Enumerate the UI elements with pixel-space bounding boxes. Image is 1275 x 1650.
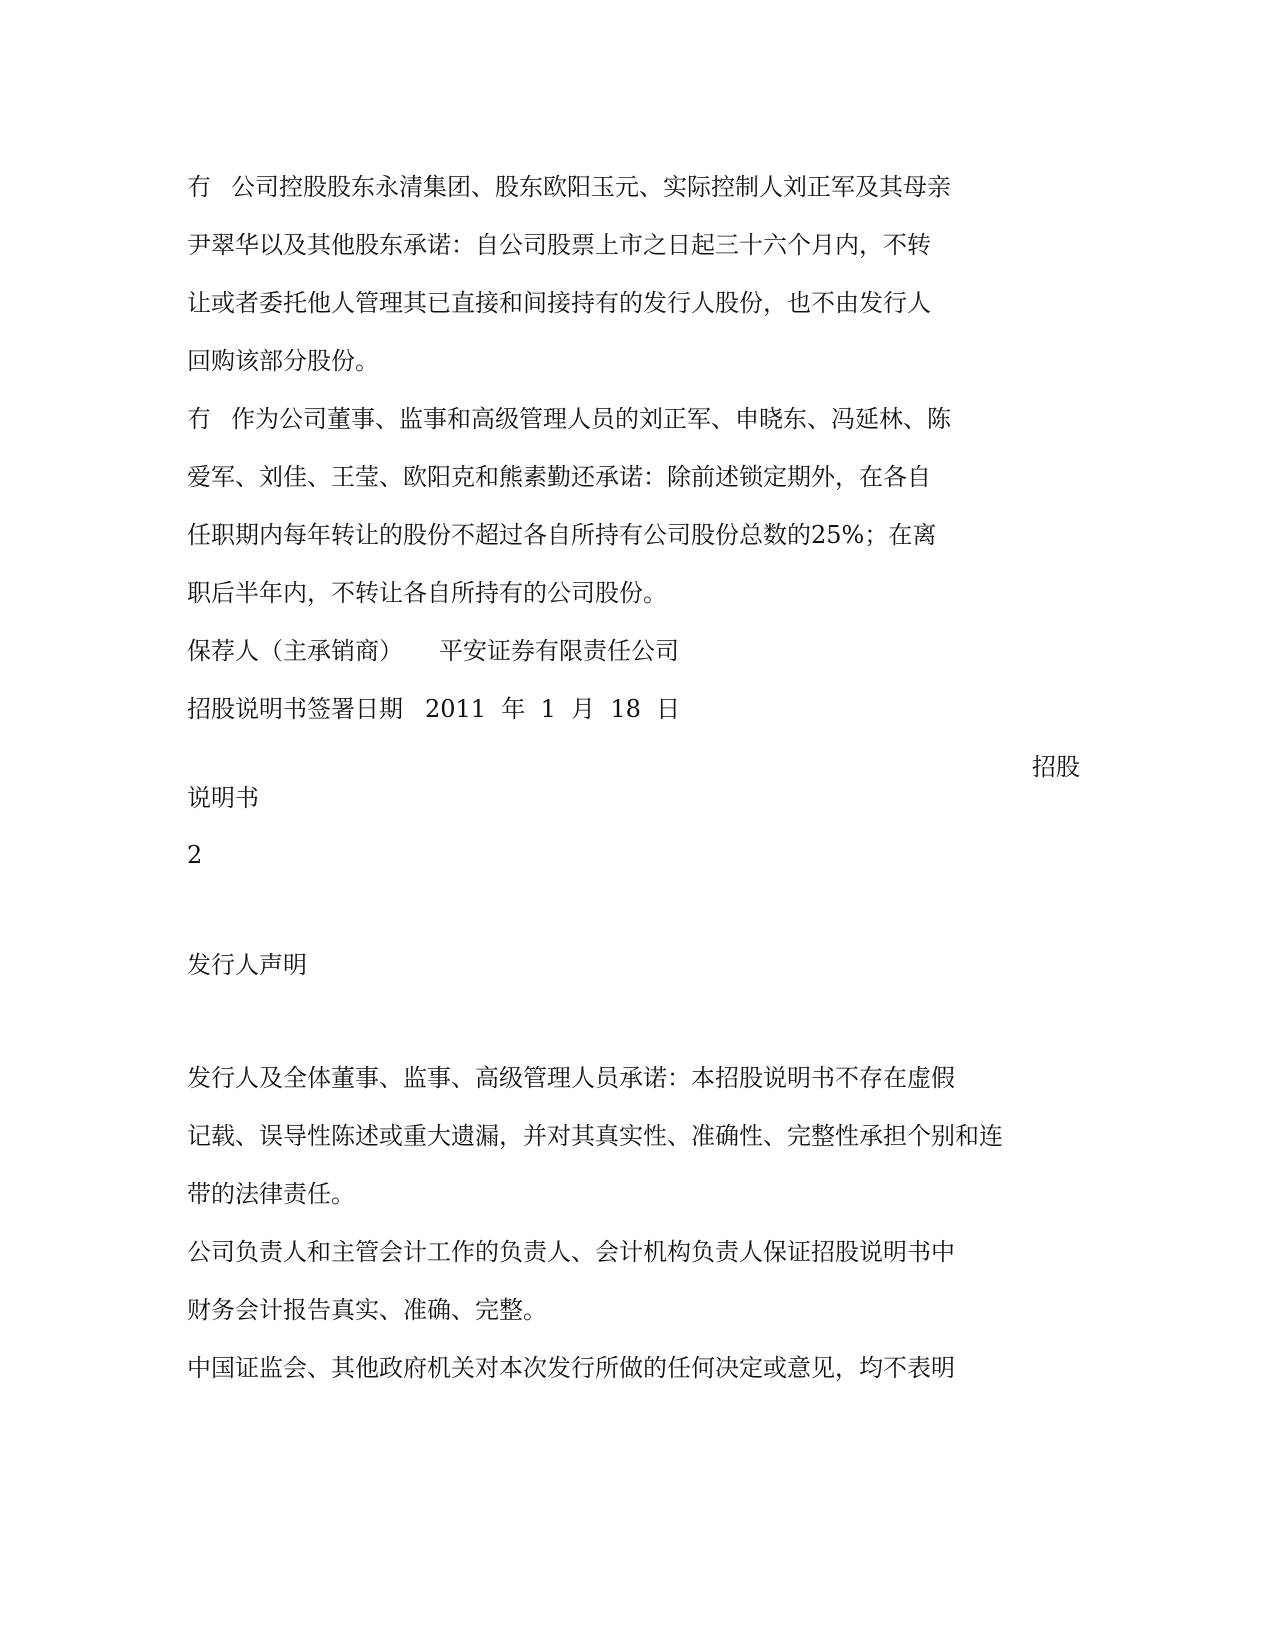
footer-right-text: 招股: [1032, 753, 1080, 781]
page-number: 2: [187, 841, 203, 869]
declaration-p1-line-2: 记载、误导性陈述或重大遗漏，并对其真实性、准确性、完整性承担个别和连: [187, 1122, 1003, 1150]
bullet-glyph: 冇: [187, 173, 211, 201]
declaration-p2-line-2: 财务会计报告真实、准确、完整。: [187, 1296, 547, 1324]
sign-date-value: 2011 年 1 月 18 日: [425, 695, 681, 723]
sponsor-value: 平安证券有限责任公司: [439, 637, 679, 665]
declaration-p1-line-1: 发行人及全体董事、监事、高级管理人员承诺：本招股说明书不存在虚假: [187, 1064, 955, 1092]
sponsor-line: [187, 636, 679, 666]
bullet-glyph: 冇: [187, 405, 211, 433]
declaration-p3-line-1: 中国证监会、其他政府机关对本次发行所做的任何决定或意见，均不表明: [187, 1354, 955, 1382]
declaration-p2-line-1: 公司负责人和主管会计工作的负责人、会计机构负责人保证招股说明书中: [187, 1238, 955, 1266]
lockup-commitment-line-1: [187, 172, 951, 202]
lockup-commitment-line-2: 尹翠华以及其他股东承诺：自公司股票上市之日起三十六个月内，不转: [187, 231, 931, 259]
director-text-1: 作为公司董事、监事和高级管理人员的刘正军、申晓东、冯延林、陈: [231, 405, 951, 433]
declaration-p1-line-3: 带的法律责任。: [187, 1180, 355, 1208]
sponsor-label: 保荐人（主承销商）: [187, 637, 403, 665]
lockup-commitment-line-3: 让或者委托他人管理其已直接和间接持有的发行人股份，也不由发行人: [187, 289, 931, 317]
footer-left-text: 说明书: [187, 784, 259, 812]
director-commitment-line-2: 爱军、刘佳、王莹、欧阳克和熊素勤还承诺：除前述锁定期外，在各自: [187, 463, 931, 491]
sign-date-label: 招股说明书签署日期: [187, 695, 403, 723]
sign-date-line: [187, 694, 680, 724]
director-commitment-line-4: 职后半年内，不转让各自所持有的公司股份。: [187, 579, 667, 607]
director-commitment-line-3: 任职期内每年转让的股份不超过各自所持有公司股份总数的25%；在离: [187, 521, 937, 549]
lockup-text-1: 公司控股股东永清集团、股东欧阳玉元、实际控制人刘正军及其母亲: [231, 173, 951, 201]
lockup-commitment-line-4: 回购该部分股份。: [187, 347, 379, 375]
director-commitment-line-1: [187, 404, 951, 434]
declaration-title: 发行人声明: [187, 951, 307, 979]
